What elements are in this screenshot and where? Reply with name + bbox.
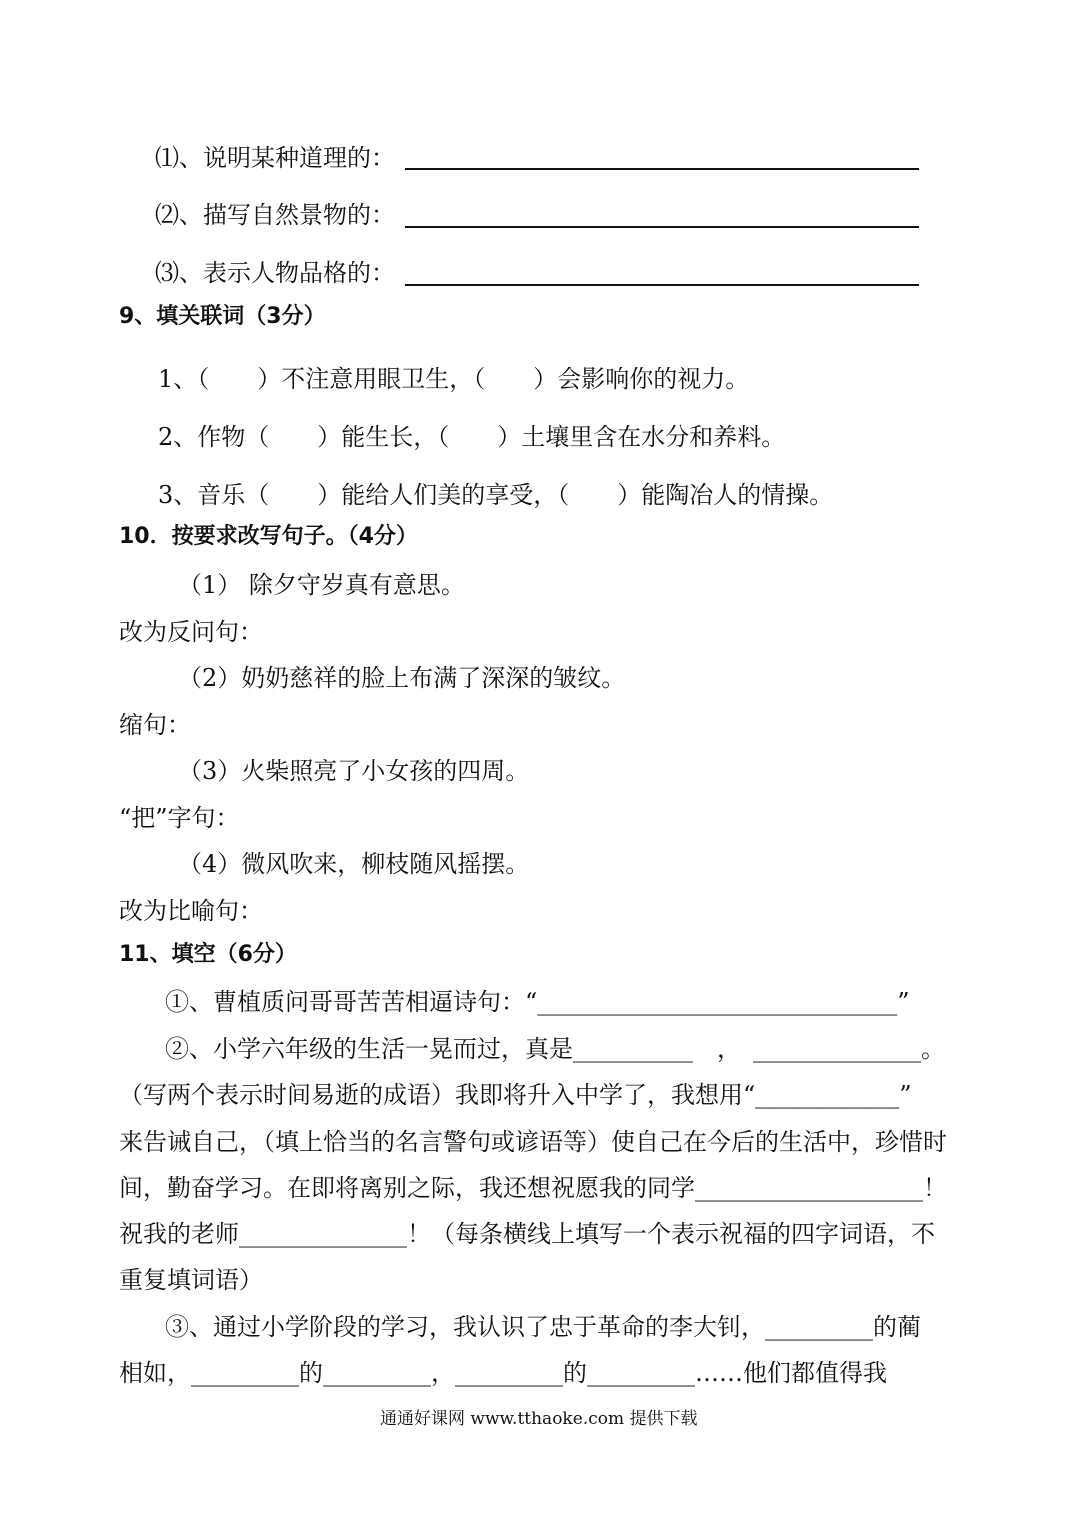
q11-line-5: 间，勤奋学习。在即将离别之际，我还想祝愿我的同学___________________！	[119, 1174, 947, 1202]
q9-item-1: 1、（ ）不注意用眼卫生，（ ）会影响你的视力。	[158, 365, 750, 393]
q11-line-9: 相如，_________的_________，_________的_________……他们都值得我	[119, 1359, 887, 1387]
footer-credit: 通通好课网 www.tthaoke.com 提供下载	[380, 1409, 698, 1429]
q11-line-7: 重复填词语）	[119, 1266, 263, 1294]
q11-line-1: ①、曹植质问哥哥苦苦相逼诗句：“______________________________”	[165, 988, 910, 1016]
q11-title: 11、填空（6分）	[119, 942, 297, 967]
q10-instruction-2: 缩句：	[119, 711, 191, 739]
q11-line-2: ②、小学六年级的生活一晃而过，真是__________ ， ______________。	[165, 1035, 945, 1063]
q10-sentence-3: （3）火柴照亮了小女孩的四周。	[178, 757, 530, 785]
q10-instruction-1: 改为反问句：	[119, 618, 263, 646]
q10-sentence-1: （1） 除夕守岁真有意思。	[178, 571, 465, 599]
q8-item-3: ⑶、表示人物品格的：	[155, 259, 395, 287]
q10-instruction-4: 改为比喻句：	[119, 897, 263, 925]
q8-answer-line-1[interactable]	[405, 168, 919, 170]
q11-line-6: 祝我的老师______________！（每条横线上填写一个表示祝福的四字词语，不	[119, 1220, 935, 1248]
q11-line-3: （写两个表示时间易逝的成语）我即将升入中学了，我想用“____________”	[119, 1081, 912, 1109]
q10-title: 10．按要求改写句子。（4分）	[119, 524, 418, 549]
q9-item-3: 3、音乐（ ）能给人们美的享受，（ ）能陶冶人的情操。	[158, 481, 834, 509]
q8-item-1: ⑴、说明某种道理的：	[155, 144, 395, 172]
q10-sentence-2: （2）奶奶慈祥的脸上布满了深深的皱纹。	[178, 664, 626, 692]
q9-title: 9、填关联词（3分）	[119, 304, 326, 329]
q11-line-4: 来告诫自己，（填上恰当的名言警句或谚语等）使自己在今后的生活中，珍惜时	[119, 1128, 947, 1156]
q11-line-8: ③、通过小学阶段的学习，我认识了忠于革命的李大钊，_________的蔺	[165, 1313, 921, 1341]
q8-answer-line-3[interactable]	[405, 284, 919, 286]
q9-item-2: 2、作物（ ）能生长，（ ）土壤里含在水分和养料。	[158, 423, 786, 451]
q8-answer-line-2[interactable]	[405, 226, 919, 228]
q8-item-2: ⑵、描写自然景物的：	[155, 201, 395, 229]
q10-sentence-4: （4）微风吹来，柳枝随风摇摆。	[178, 850, 530, 878]
q10-instruction-3: “把”字句：	[119, 804, 240, 832]
